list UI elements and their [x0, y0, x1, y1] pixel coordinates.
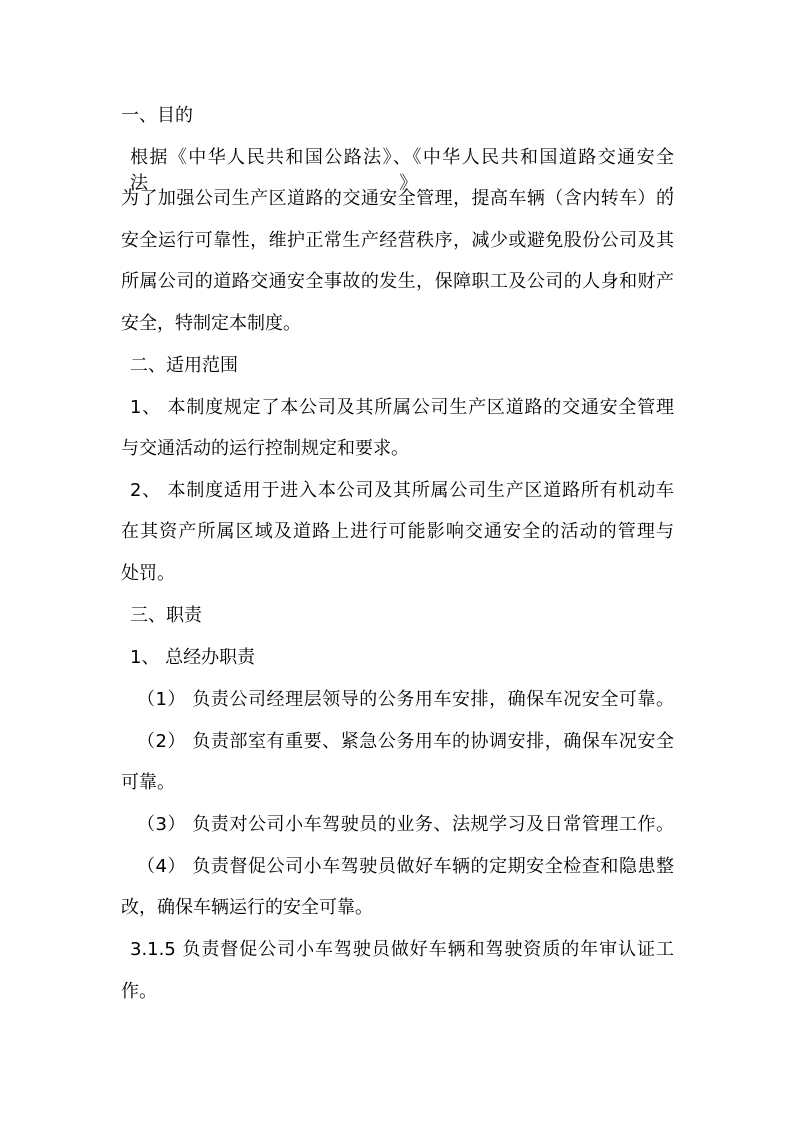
paragraph-line: （4） 负责督促公司小车驾驶员做好车辆的定期安全检查和隐患整 [137, 856, 674, 877]
paragraph-line: 1、 本制度规定了本公司及其所属公司生产区道路的交通安全管理 [130, 397, 674, 418]
paragraph-line: 3.1.5 负责督促公司小车驾驶员做好车辆和驾驶资质的年审认证工 [130, 939, 674, 960]
paragraph-line: 改，确保车辆运行的安全可靠。 [121, 897, 373, 918]
paragraph-line: （1） 负责公司经理层领导的公务用车安排，确保车况安全可靠。 [137, 689, 674, 710]
paragraph-line: 在其资产所属区域及道路上进行可能影响交通安全的活动的管理与 [121, 521, 674, 542]
paragraph-line: 安全运行可靠性，维护正常生产经营秩序，减少或避免股份公司及其 [121, 230, 674, 251]
heading-purpose: 一、目的 [121, 105, 193, 126]
paragraph-line: 2、 本制度适用于进入本公司及其所属公司生产区道路所有机动车 [130, 480, 674, 501]
paragraph-line: 为了加强公司生产区道路的交通安全管理，提高车辆（含内转车）的 [121, 188, 674, 209]
paragraph-line: （2） 负责部室有重要、紧急公务用车的协调安排，确保车况安全 [137, 731, 674, 752]
paragraph-line: 与交通活动的运行控制规定和要求。 [121, 438, 409, 459]
paragraph-line: 处罚。 [121, 563, 175, 584]
heading-scope: 二、适用范围 [130, 355, 238, 376]
heading-duties: 三、职责 [130, 605, 202, 626]
paragraph-line: 根据《中华人民共和国公路法》、《中华人民共和国道路交通安全法》, [130, 147, 674, 194]
paragraph-line: （3） 负责对公司小车驾驶员的业务、法规学习及日常管理工作。 [137, 814, 674, 835]
paragraph-line: 可靠。 [121, 772, 175, 793]
paragraph-line: 安全，特制定本制度。 [121, 313, 301, 334]
paragraph-line: 所属公司的道路交通安全事故的发生，保障职工及公司的人身和财产 [121, 271, 674, 292]
paragraph-line: 作。 [121, 981, 157, 1002]
subheading-general-office: 1、 总经办职责 [130, 647, 256, 668]
